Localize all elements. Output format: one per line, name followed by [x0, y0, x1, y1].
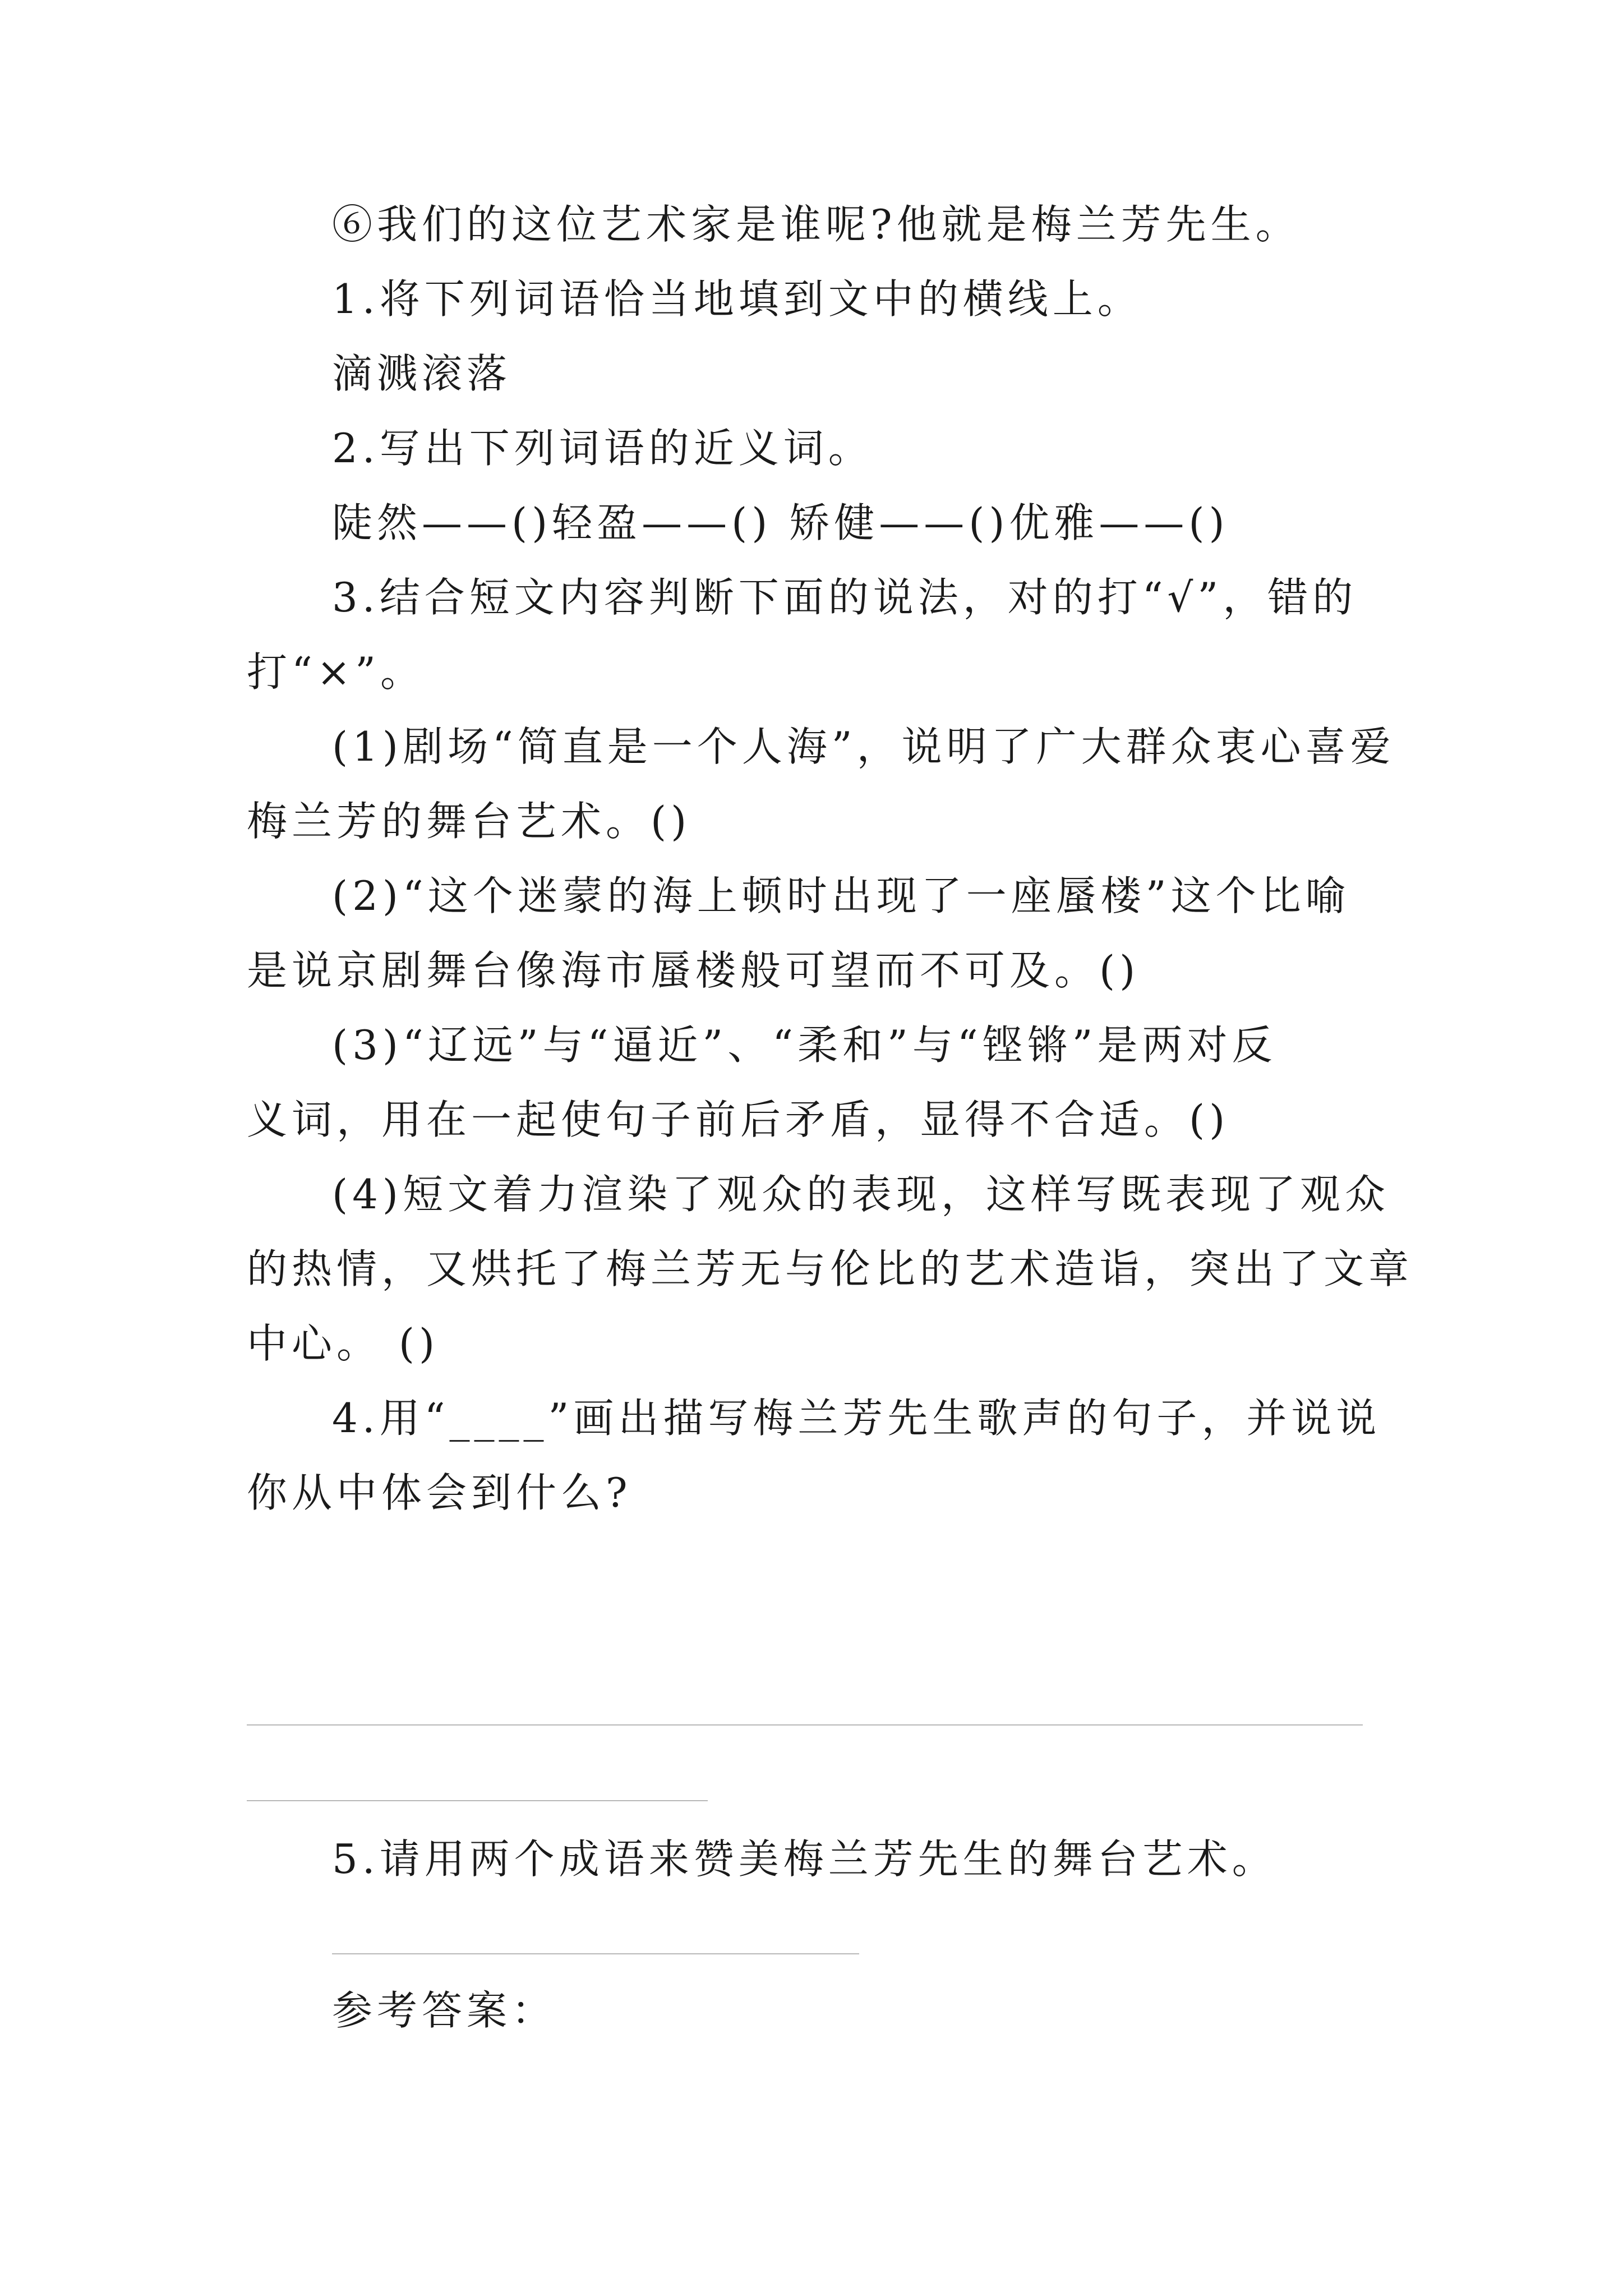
statement-2-line1: (2)“这个迷蒙的海上顿时出现了一座蜃楼”这个比喻 — [332, 872, 1350, 919]
question-4-prompt-line1: 4.用“____”画出描写梅兰芳先生歌声的句子，并说说 — [332, 1395, 1381, 1442]
question-1-prompt: 1.将下列词语恰当地填到文中的横线上。 — [332, 275, 1142, 323]
question-5-prompt: 5.请用两个成语来赞美梅兰芳先生的舞台艺术。 — [332, 1835, 1277, 1883]
statement-3-line1: (3)“辽远”与“逼近”、“柔和”与“铿锵”是两对反 — [332, 1022, 1277, 1069]
statement-4-line3: 中心。 () — [247, 1320, 440, 1367]
question-2-prompt: 2.写出下列词语的近义词。 — [332, 425, 873, 472]
answers-heading: 参考答案： — [332, 1987, 557, 2034]
question-3-prompt-line2: 打“×”。 — [247, 648, 425, 696]
answer-line-1 — [247, 1724, 1363, 1726]
question-2-items: 陡然——()轻盈——() 矫健——()优雅——() — [332, 499, 1229, 546]
statement-4-line2: 的热情，又烘托了梅兰芳无与伦比的艺术造诣，突出了文章 — [247, 1245, 1414, 1292]
statement-1-line1: (1)剧场“简直是一个人海”，说明了广大群众衷心喜爱 — [332, 723, 1395, 770]
answer-line-3 — [332, 1953, 859, 1954]
statement-3-line2: 义词，用在一起使句子前后矛盾，显得不合适。() — [247, 1096, 1230, 1143]
answer-line-2 — [247, 1800, 708, 1801]
statement-1-line2: 梅兰芳的舞台艺术。() — [247, 798, 691, 845]
question-1-words: 滴溅滚落 — [332, 350, 512, 397]
question-3-prompt-line1: 3.结合短文内容判断下面的说法，对的打“√”，错的 — [332, 574, 1358, 621]
paragraph-6: ⑥我们的这位艺术家是谁呢?他就是梅兰芳先生。 — [332, 201, 1301, 248]
question-4-prompt-line2: 你从中体会到什么? — [247, 1469, 632, 1516]
statement-4-line1: (4)短文着力渲染了观众的表现，这样写既表现了观众 — [332, 1171, 1390, 1218]
statement-2-line2: 是说京剧舞台像海市蜃楼般可望而不可及。() — [247, 947, 1140, 994]
